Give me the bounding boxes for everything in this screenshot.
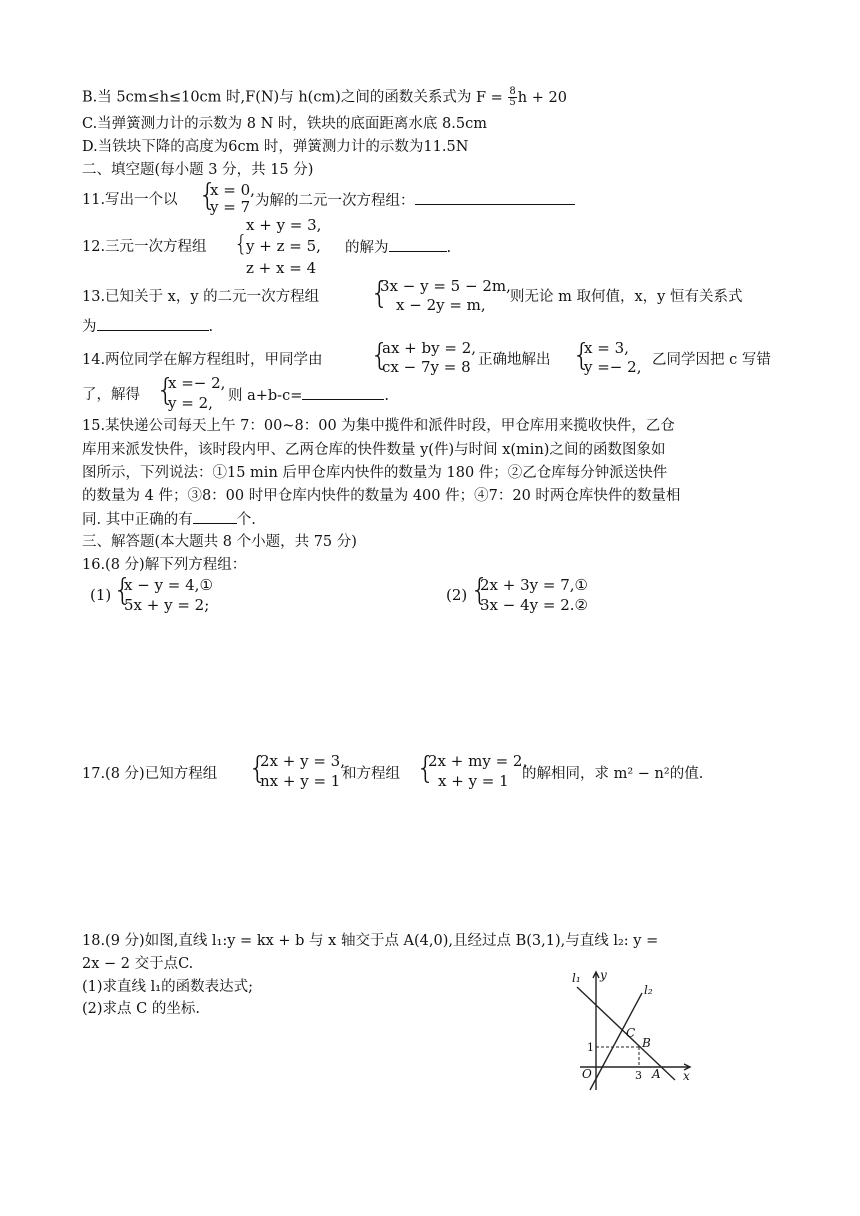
option-c: C.当弹簧测力计的示数为 8 N 时，铁块的底面距离水底 8.5cm: [82, 116, 487, 132]
section-2-heading: 二、填空题(每小题 3 分，共 15 分): [82, 162, 314, 178]
label-A: A: [652, 1067, 661, 1081]
q11: 11.写出一个以: [82, 192, 178, 208]
q16-2-brace: {: [470, 573, 490, 608]
q13-eq1: 3x − y = 5 − 2m,: [380, 277, 511, 295]
q14-brace-1: {: [370, 338, 390, 373]
q14-wrong2: y = 2,: [168, 394, 213, 412]
q15-answer-blank[interactable]: [193, 509, 237, 524]
q17: 17.(8 分)已知方程组: [82, 766, 218, 782]
q14-line2-tail: 则 a+b-c= .: [228, 385, 389, 406]
q18-part1: (1)求直线 l₁的函数表达式;: [82, 979, 253, 995]
q13-tail: 则无论 m 取何值，x，y 恒有关系式: [510, 289, 743, 305]
q16-2-eq1: 2x + 3y = 7,①: [480, 576, 588, 594]
option-b-text: B.当 5cm≤h≤10cm 时,F(N)与 h(cm)之间的函数关系式为: [82, 89, 472, 106]
q15-line2: 库用来派发快件，该时段内甲、乙两仓库的快件数量 y(件)与时间 x(min)之间的函数图象如: [82, 442, 666, 458]
q14: 14.两位同学在解方程组时，甲同学由: [82, 352, 323, 368]
q17-expression: m² − n²: [613, 766, 670, 782]
q13-eq2: x − 2y = m,: [396, 296, 486, 314]
label-tick-3: 3: [635, 1069, 642, 1082]
label-tick-1: 1: [587, 1041, 594, 1054]
q12: 12.三元一次方程组: [82, 239, 207, 255]
q17-tail: 的解相同，求 m² − n²的值.: [522, 766, 704, 782]
q16-2-eq2: 3x − 4y = 2.②: [480, 596, 588, 614]
q14-line2: 了，解得: [82, 387, 140, 403]
q17-brace-1: {: [248, 751, 268, 786]
q11-brace: {: [198, 178, 218, 213]
q14-eq1: ax + by = 2,: [382, 339, 476, 357]
q14-sol1: x = 3,: [584, 339, 629, 357]
q16-1-eq2: 5x + y = 2;: [124, 596, 210, 614]
q12-eq2: y + z = 5,: [246, 237, 321, 255]
q17-f1: 2x + my = 2,: [428, 752, 528, 770]
q17-brace-2: {: [416, 751, 436, 786]
q18-line1: 18.(9 分)如图,直线 l₁:y = kx + b 与 x 轴交于点 A(4,0),且经过点 B(3,1),与直线 l₂: y =: [82, 933, 659, 949]
q16-1-eq1: x − y = 4,①: [124, 576, 213, 594]
q17-eq1: 2x + y = 3,: [260, 752, 345, 770]
q13: 13.已知关于 x，y 的二元一次方程组: [82, 289, 320, 305]
q18-line2: 2x − 2 交于点C.: [82, 956, 194, 972]
q11-answer-blank[interactable]: [415, 190, 575, 205]
q14-tail: 乙同学因把 c 写错: [652, 352, 771, 368]
q15-line5: 同. 其中正确的有 个.: [82, 509, 256, 530]
q15-line1: 15.某快递公司每天上午 7：00~8：00 为集中揽件和派件时段，甲仓库用来揽收快件，乙仓: [82, 418, 675, 434]
q14-wrong1: x =− 2,: [168, 374, 226, 392]
q13-line2: 为 .: [82, 316, 213, 337]
q17-mid: 和方程组: [342, 766, 400, 782]
section-3-heading: 三、解答题(本大题共 8 个小题，共 75 分): [82, 534, 357, 550]
q12-answer-blank[interactable]: [389, 237, 447, 252]
q11-eq1: x = 0,: [210, 181, 255, 199]
q15-line4: 的数量为 4 件；③8：00 时甲仓库内快件的数量为 400 件；④7：20 时两仓库快件的数量相: [82, 488, 681, 504]
q16-1-label: (1): [90, 586, 112, 604]
q17-eq2: nx + y = 1: [260, 772, 341, 790]
q12-eq3: z + x = 4: [246, 259, 317, 277]
label-l2: l₂: [644, 983, 653, 997]
label-x: x: [683, 1069, 690, 1083]
q13-brace: {: [370, 276, 390, 311]
q14-sol2: y =− 2,: [584, 358, 642, 376]
q11-tail: 为解的二元一次方程组：: [255, 190, 575, 211]
q16: 16.(8 分)解下列方程组：: [82, 557, 247, 573]
label-B: B: [642, 1036, 651, 1050]
q16-1-brace: {: [113, 573, 133, 608]
q14-brace-3: {: [156, 373, 176, 408]
label-O: O: [582, 1067, 592, 1081]
formula-f: F = $\frac{8}{5}$ h + 20: [475, 86, 567, 108]
q17-f2: x + y = 1: [438, 772, 509, 790]
q13-answer-blank[interactable]: [97, 316, 209, 331]
q14-mid: 正确地解出: [478, 352, 551, 368]
q14-answer-blank[interactable]: [302, 385, 384, 400]
q11-eq2: y = 7: [210, 198, 251, 216]
label-l1: l₁: [572, 971, 581, 985]
q16-2-label: (2): [446, 586, 468, 604]
q14-brace-2: {: [572, 338, 592, 373]
q12-eq1: x + y = 3,: [246, 216, 322, 234]
q18-part2: (2)求点 C 的坐标.: [82, 1001, 200, 1017]
q15-line3: 图所示，下列说法：①15 min 后甲仓库内快件的数量为 180 件；②乙仓库每分钟派送快件: [82, 465, 668, 481]
q12-brace: {: [234, 232, 248, 257]
q14-eq2: cx − 7y = 8: [382, 358, 471, 376]
option-b: [82, 87, 567, 108]
option-d: D.当铁块下降的高度为6cm 时，弹簧测力计的示数为11.5N: [82, 139, 469, 155]
q18-figure: [560, 965, 700, 1095]
q12-tail: 的解为 .: [345, 237, 451, 258]
label-y: y: [600, 968, 607, 982]
label-C: C: [626, 1026, 636, 1040]
